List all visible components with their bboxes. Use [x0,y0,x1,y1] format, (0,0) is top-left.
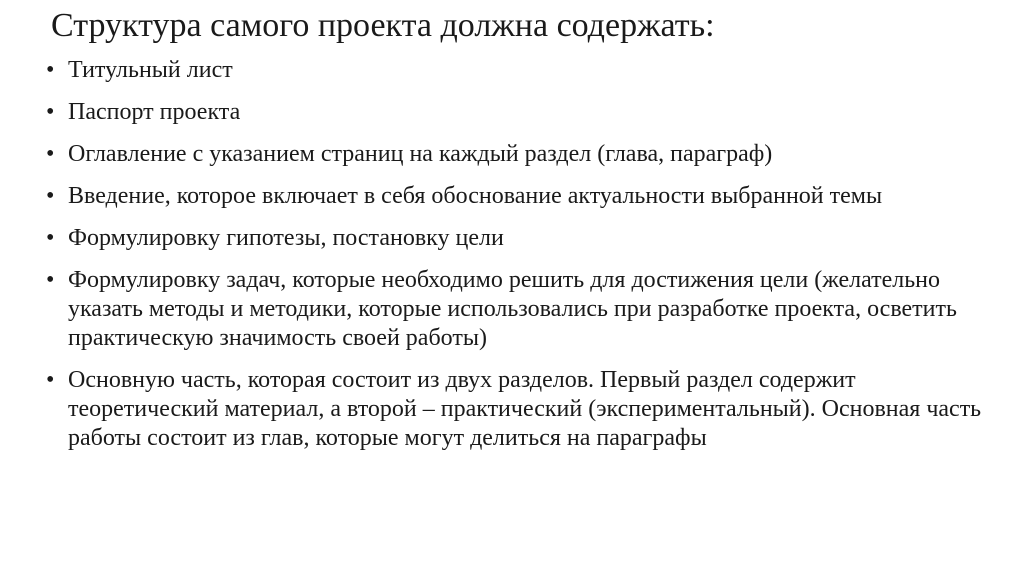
bullet-icon: • [46,267,55,293]
bullet-text: Формулировку задач, которые необходимо решить для достижения цели (желательно указать методы и методики, которые использовались при разработке проекта, осветить практическую значимость своей работы) [68,267,957,351]
bullet-list [46,56,996,466]
bullet-icon: • [46,225,55,251]
list-item [46,266,996,353]
bullet-text: Оглавление с указанием страниц на каждый раздел (глава, параграф) [68,141,773,167]
list-item [46,98,996,127]
slide-title: Структура самого проекта должна содержать: [51,7,715,44]
bullet-icon: • [46,141,55,167]
bullet-icon: • [46,57,55,83]
list-item [46,140,996,169]
bullet-text: Введение, которое включает в себя обоснование актуальности выбранной темы [68,183,883,209]
bullet-text: Формулировку гипотезы, постановку цели [68,225,504,251]
bullet-icon: • [46,183,55,209]
bullet-icon: • [46,367,55,393]
list-item [46,56,996,85]
bullet-text: Титульный лист [68,57,233,83]
bullet-text: Паспорт проекта [68,99,241,125]
bullet-icon: • [46,99,55,125]
bullet-text: Основную часть, которая состоит из двух разделов. Первый раздел содержит теоретический материал, а второй – практический (экспериментальный). Основная часть работы состоит из глав, которые могут делиться на параграфы [68,367,982,451]
list-item [46,224,996,253]
list-item [46,182,996,211]
list-item [46,366,996,453]
